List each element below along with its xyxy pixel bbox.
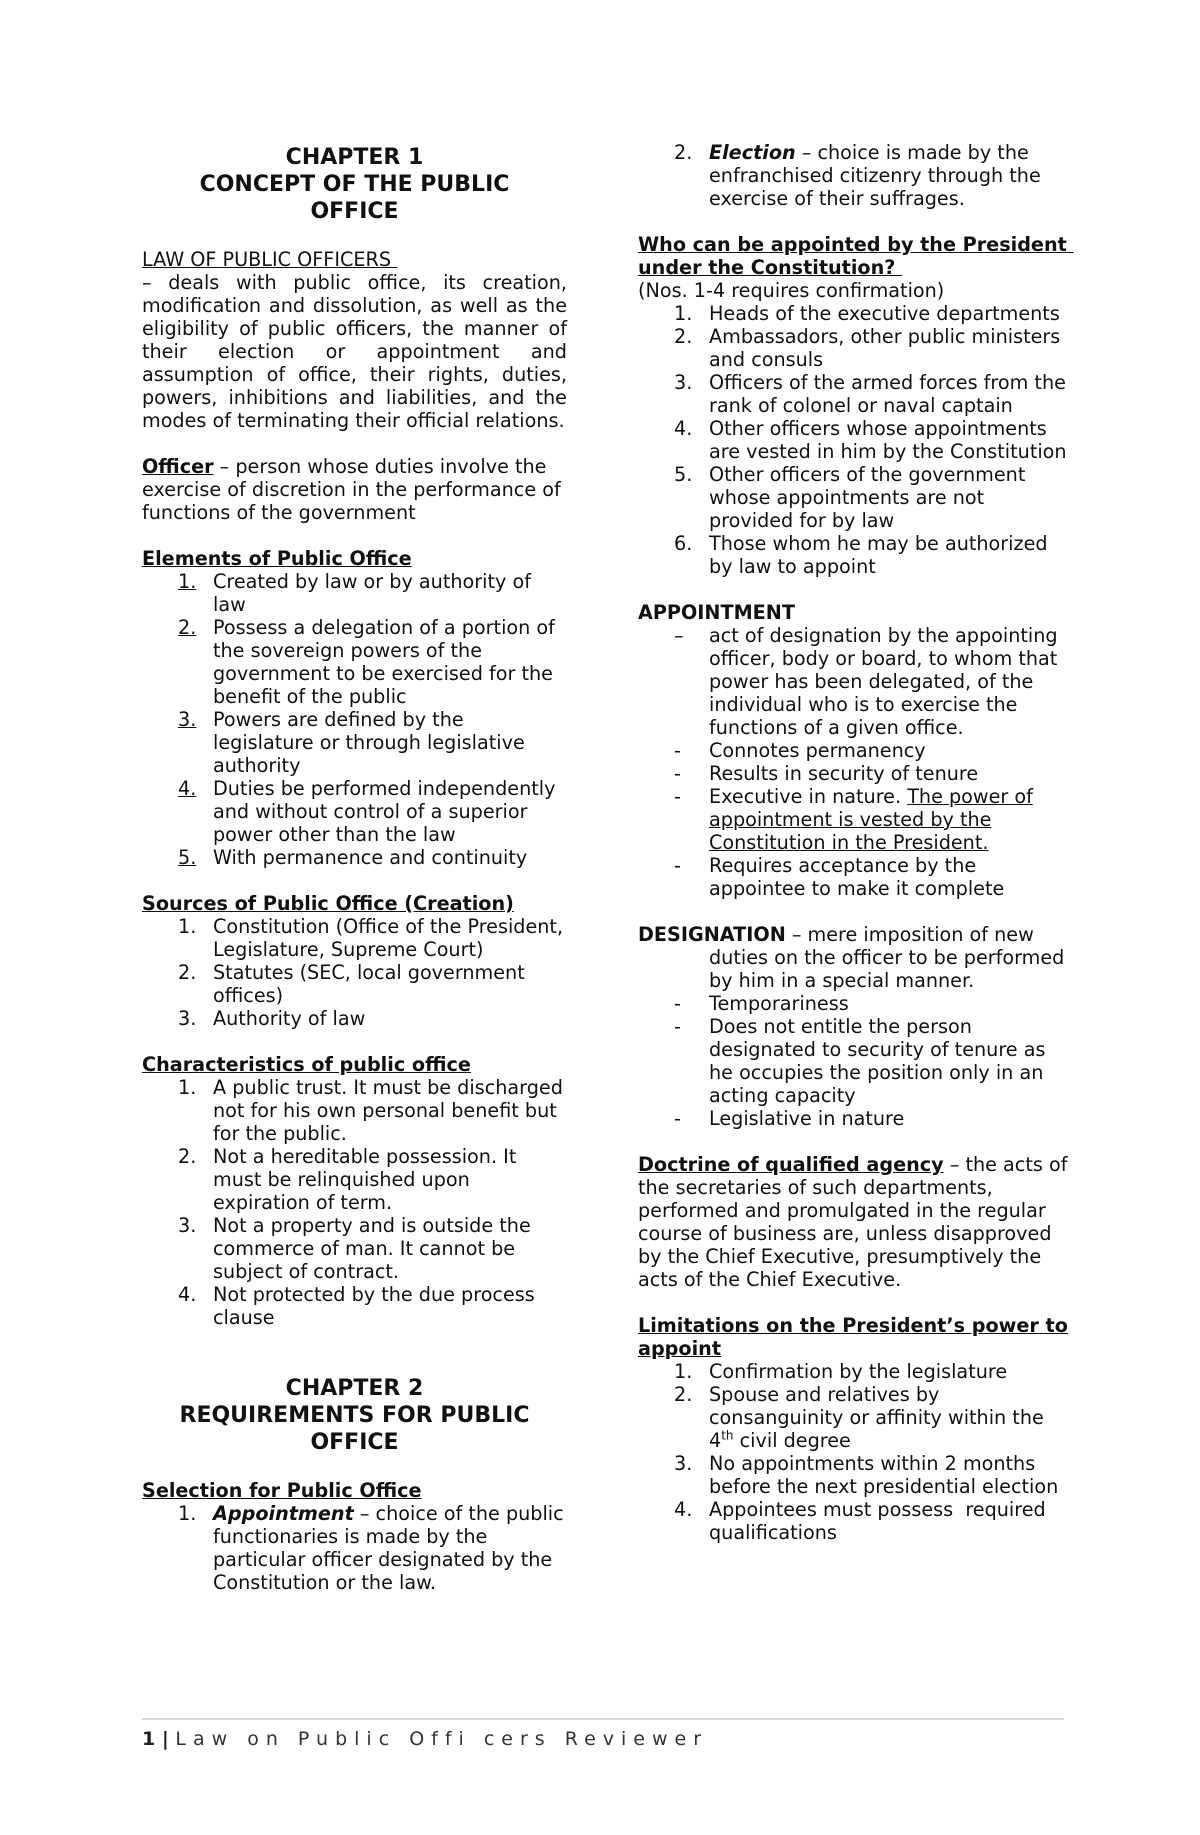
elements-heading: Elements of Public Office [142,547,412,570]
selection-list-continued [638,141,1068,210]
list-number: 3. [178,1214,197,1237]
appointment-def: act of designation by the appointing officer, body or board, to whom that power has been delegated, of the individual who is to exercise the functions of a given office. [709,624,1058,739]
list-text: Connotes permanency [709,739,926,762]
list-item [638,141,1068,210]
list-text: Confirmation by the legislature [709,1360,1008,1383]
appointment-list [638,739,1068,900]
list-item [142,1502,567,1594]
officer-definition [142,455,567,524]
chapter2-title: REQUIREMENTS FOR PUBLIC OFFICE [179,1403,530,1455]
list-text: Temporariness [709,992,849,1015]
list-number: 2. [674,325,693,348]
list-text: Other officers of the government whose appointments are not provided for by law [709,463,1026,532]
list-number: 5. [674,463,693,486]
characteristics-heading: Characteristics of public office [142,1053,471,1076]
list-number: 4. [674,1498,693,1521]
list-item [638,992,1068,1015]
list-text: Duties be performed independently and without control of a superior power other than the law [213,777,556,846]
dash-bullet: – [674,624,684,647]
list-number: 2. [674,141,693,164]
right-column [638,141,1074,1544]
list-number: 1. [178,570,197,593]
designation-def: – mere imposition of new duties on the officer to be performed by him in a special manner. [709,923,1065,992]
designation-definition [638,923,1068,992]
list-text: Not a property and is outside the commerce of man. It cannot be subject of contract. [213,1214,531,1283]
list-item [142,777,567,846]
list-item [638,785,1068,854]
list-text-underlined: The power of appointment is vested by the Constitution in the President. [709,785,1033,854]
list-item [142,1283,567,1329]
list-item [142,570,567,616]
officer-term: Officer [142,455,214,478]
dash-bullet: - [674,739,681,762]
list-item [638,463,1068,532]
appointment-definition [638,624,1068,739]
list-item [638,1107,1068,1130]
list-item [142,1007,567,1030]
list-item [638,417,1068,463]
list-text: Authority of law [213,1007,366,1030]
list-number: 1. [674,302,693,325]
list-text: Appointees must possess required qualifications [709,1498,1052,1544]
list-number: 3. [178,708,197,731]
dash-bullet: - [674,1107,681,1130]
list-number: 1. [674,1360,693,1383]
footer-title: Law on Public Offi cers Reviewer [175,1728,709,1750]
list-text: Those whom he may be authorized by law to appoint [709,532,1048,578]
election-term: Election [709,141,796,164]
list-item [638,624,1068,739]
list-item [142,915,567,961]
list-text: Ambassadors, other public ministers and consuls [709,325,1061,371]
list-text: Heads of the executive departments [709,302,1060,325]
chapter1-title: CONCEPT OF THE PUBLIC OFFICE [199,172,510,224]
limitations-list [638,1360,1068,1544]
appointment-heading: APPOINTMENT [638,601,795,624]
law-of-public-officers-heading: LAW OF PUBLIC OFFICERS [142,248,398,271]
officer-text: – person whose duties involve the exercise of discretion in the performance of functions of the government [142,455,561,524]
list-number: 2. [178,961,197,984]
list-text: Other officers whose appointments are vested in him by the Constitution [709,417,1067,463]
list-number: 6. [674,532,693,555]
list-number: 2. [674,1383,693,1406]
list-text-cont: civil degree [733,1429,851,1452]
list-number: 4. [178,777,197,800]
list-text: Executive in nature. [709,785,908,808]
list-item [638,371,1068,417]
characteristics-list [142,1076,567,1329]
list-text: Powers are defined by the legislature or through legislative authority [213,708,525,777]
list-text: Requires acceptance by the appointee to make it complete [709,854,1005,900]
elements-list [142,570,567,869]
law-of-public-officers-text: – deals with public office, its creation, modification and dissolution, as well as the eligibility of public officers, the manner of their election or appointment and assumption of office, their rights, duties, powers, inhibitions and liabilities, and the modes of terminating their official relations. [142,271,567,432]
list-item [638,1015,1068,1107]
list-number: 4. [178,1283,197,1306]
sources-heading: Sources of Public Office (Creation) [142,892,514,915]
list-item [638,532,1068,578]
who-appointed-heading: Who can be appointed by the President under the Constitution? [638,233,1074,279]
qualified-agency-text: – the acts of the secretaries of such departments, performed and promulgated in the regular course of business are, unless disapproved by the Chief Executive, presumptively the acts of the Chief Executive. [638,1153,1068,1291]
list-text: Results in security of tenure [709,762,979,785]
list-item [142,616,567,708]
list-text: Created by law or by authority of law [213,570,531,616]
list-number: 1. [178,1076,197,1099]
list-number: 3. [178,1007,197,1030]
list-item [638,762,1068,785]
list-number: 2. [178,1145,197,1168]
designation-list [638,992,1068,1130]
list-text: A public trust. It must be discharged not for his own personal benefit but for the public. [213,1076,563,1145]
list-number: 1. [178,915,197,938]
list-text: Does not entitle the person designated to security of tenure as he occupies the position only in an acting capacity [709,1015,1046,1107]
list-text: Not a hereditable possession. It must be relinquished upon expiration of term. [213,1145,517,1214]
list-text: Legislative in nature [709,1107,905,1130]
selection-list [142,1502,567,1594]
dash-bullet: - [674,785,681,808]
list-text: Constitution (Office of the President, Legislature, Supreme Court) [213,915,564,961]
list-text: Possess a delegation of a portion of the sovereign powers of the government to be exercised for the benefit of the public [213,616,555,708]
list-number: 3. [674,371,693,394]
limitations-heading: Limitations on the President’s power to appoint [638,1314,1068,1360]
list-item [638,1360,1068,1383]
qualified-agency-term: Doctrine of qualified agency [638,1153,944,1176]
list-item [638,325,1068,371]
list-text: – choice is made by the enfranchised citizenry through the exercise of their suffrages. [709,141,1041,210]
list-text: Statutes (SEC, local government offices) [213,961,525,1007]
dash-bullet: - [674,854,681,877]
superscript: th [721,1428,734,1443]
list-item [142,1145,567,1214]
list-item [142,1076,567,1145]
dash-bullet: - [674,762,681,785]
list-number: 5. [178,846,197,869]
list-item [638,302,1068,325]
who-appointed-note: (Nos. 1-4 requires confirmation) [638,279,945,302]
chapter2-label: CHAPTER 2 [285,1376,424,1401]
sources-list [142,915,567,1030]
list-number: 4. [674,417,693,440]
list-item [142,961,567,1007]
list-item [638,1383,1068,1452]
list-item [638,854,1068,900]
list-number: 2. [178,616,197,639]
list-item [638,1452,1068,1498]
appointment-term: Appointment [213,1502,354,1525]
list-text: – choice of the public functionaries is made by the particular officer designated by the Constitution or the law. [213,1502,564,1594]
list-item [638,739,1068,762]
list-text: Not protected by the due process clause [213,1283,535,1329]
list-text: Officers of the armed forces from the rank of colonel or naval captain [709,371,1066,417]
who-appointed-list [638,302,1068,578]
list-number: 1. [178,1502,197,1525]
page-footer [142,1718,1064,1751]
list-text: With permanence and continuity [213,846,528,869]
list-number: 3. [674,1452,693,1475]
list-item [142,1214,567,1283]
footer-separator: | [155,1728,176,1750]
qualified-agency [638,1153,1068,1291]
selection-heading: Selection for Public Office [142,1479,422,1502]
designation-heading: DESIGNATION [638,923,786,946]
left-column [142,144,567,1594]
dash-bullet: - [674,992,681,1015]
list-text: No appointments within 2 months before the next presidential election [709,1452,1059,1498]
list-text: Spouse and relatives by consanguinity or affinity within the 4 [709,1383,1044,1452]
list-item [142,846,567,869]
dash-bullet: - [674,1015,681,1038]
page-number: 1 [142,1728,156,1750]
chapter1-label: CHAPTER 1 [285,145,424,170]
list-item [142,708,567,777]
list-item [638,1498,1068,1544]
